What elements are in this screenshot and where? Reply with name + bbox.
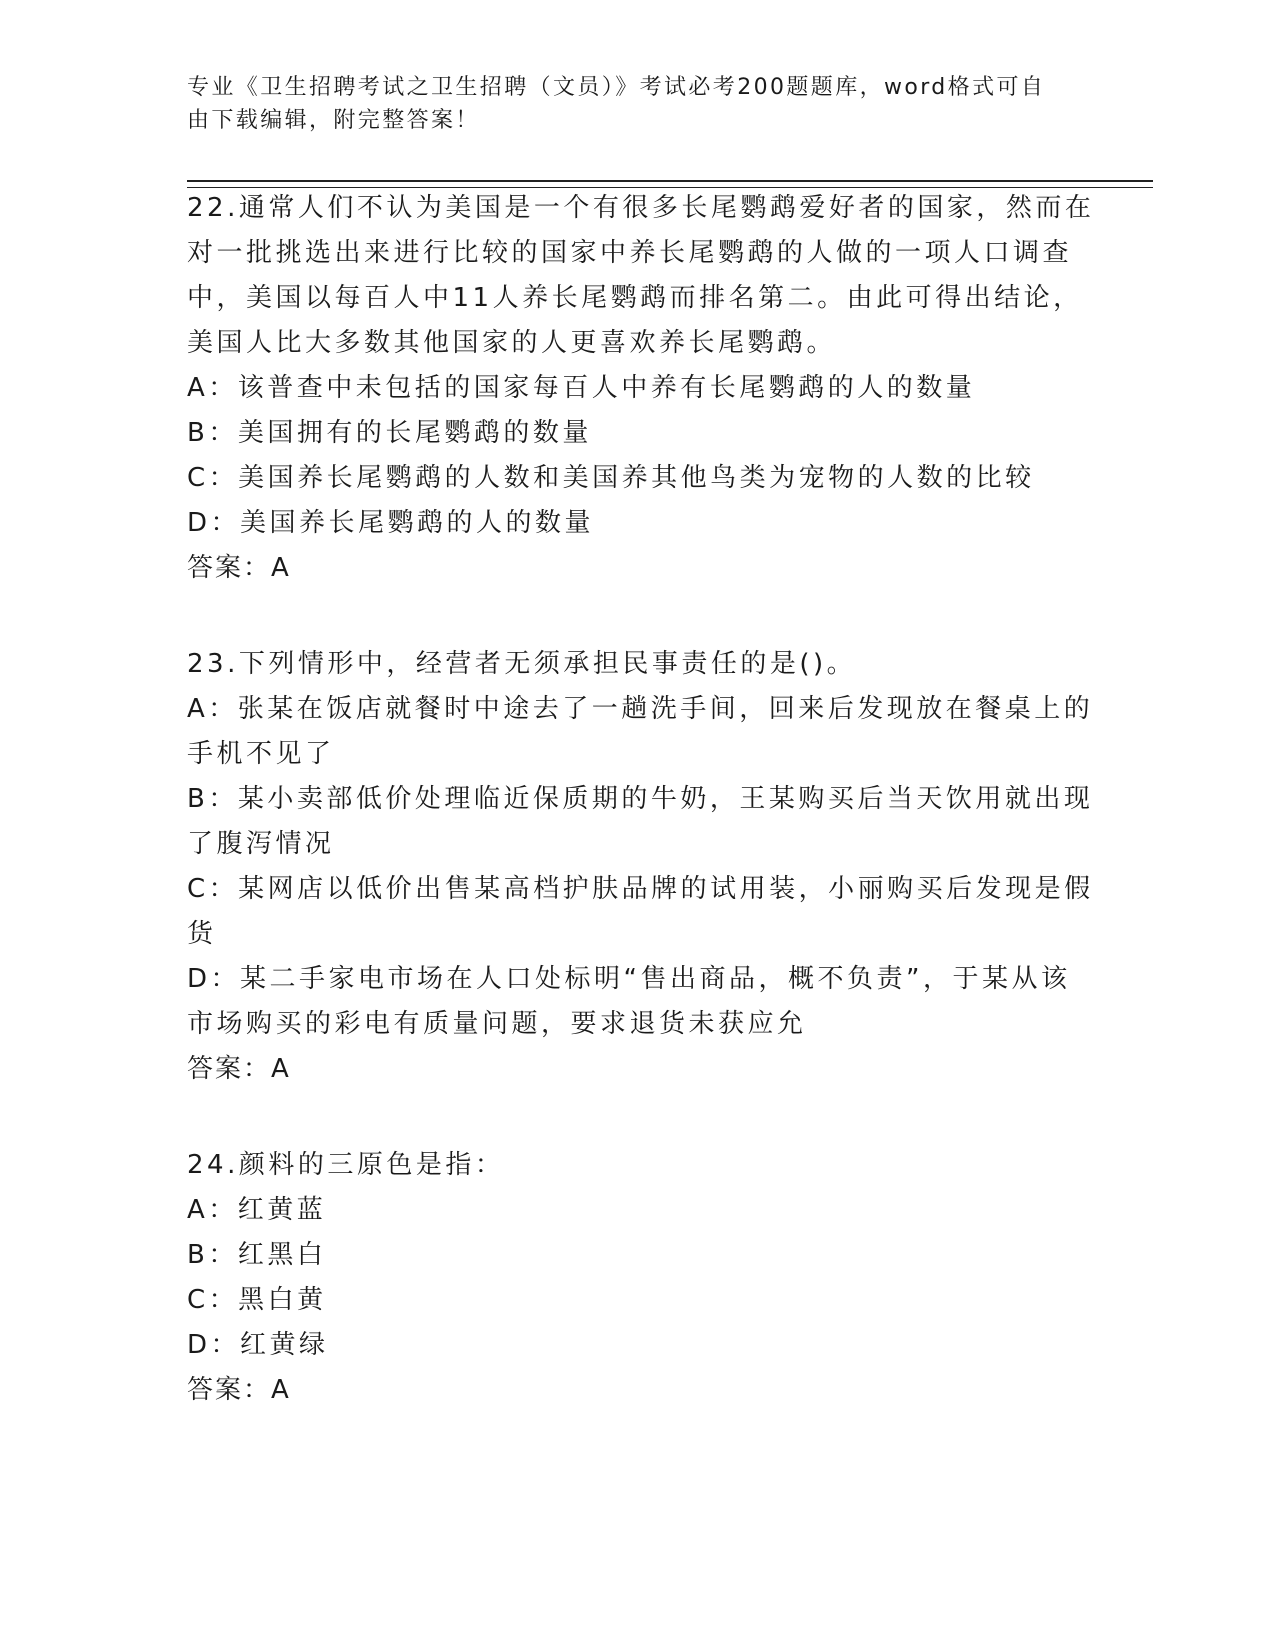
option-b-continued: 了腹泻情况	[187, 829, 335, 859]
question-stem-line: 24.颜料的三原色是指：	[187, 1150, 505, 1180]
question-22	[187, 186, 1095, 591]
option-a: A：红黄蓝	[187, 1195, 327, 1225]
option-b: B：红黑白	[187, 1240, 327, 1270]
option-b: B：某小卖部低价处理临近保质期的牛奶，王某购买后当天饮用就出现	[187, 784, 1094, 814]
question-24	[187, 1143, 1067, 1413]
question-stem-line: 23.下列情形中，经营者无须承担民事责任的是()。	[187, 649, 857, 679]
option-c-continued: 货	[187, 919, 217, 949]
option-b: B：美国拥有的长尾鹦鹉的数量	[187, 418, 592, 448]
option-a: A：该普查中未包括的国家每百人中养有长尾鹦鹉的人的数量	[187, 373, 976, 403]
option-a-continued: 手机不见了	[187, 739, 335, 769]
header-line-1: 专业《卫生招聘考试之卫生招聘（文员）》考试必考200题题库，word格式可自	[187, 75, 1046, 100]
question-stem-line: 对一批挑选出来进行比较的国家中养长尾鹦鹉的人做的一项人口调查	[187, 238, 1073, 268]
header-line-2: 由下载编辑，附完整答案！	[187, 108, 480, 133]
option-d: D：红黄绿	[187, 1330, 329, 1360]
option-c: C：黑白黄	[187, 1285, 327, 1315]
answer-line: 答案：A	[187, 1375, 291, 1405]
option-d: D：美国养长尾鹦鹉的人的数量	[187, 508, 595, 538]
question-23	[187, 642, 1094, 1092]
question-stem-line: 22.通常人们不认为美国是一个有很多长尾鹦鹉爱好者的国家，然而在	[187, 193, 1095, 223]
question-stem-line: 美国人比大多数其他国家的人更喜欢养长尾鹦鹉。	[187, 328, 837, 358]
answer-line: 答案：A	[187, 553, 291, 583]
option-d-continued: 市场购买的彩电有质量问题，要求退货未获应允	[187, 1009, 807, 1039]
option-a: A：张某在饭店就餐时中途去了一趟洗手间，回来后发现放在餐桌上的	[187, 694, 1094, 724]
option-c: C：美国养长尾鹦鹉的人数和美国养其他鸟类为宠物的人数的比较	[187, 463, 1035, 493]
question-stem-line: 中，美国以每百人中11人养长尾鹦鹉而排名第二。由此可得出结论，	[187, 283, 1083, 313]
answer-line: 答案：A	[187, 1054, 291, 1084]
option-c: C：某网店以低价出售某高档护肤品牌的试用装，小丽购买后发现是假	[187, 874, 1094, 904]
header-rule-thick	[187, 180, 1153, 182]
document-header	[187, 71, 1067, 137]
option-d: D：某二手家电市场在人口处标明“售出商品，概不负责”，于某从该	[187, 964, 1071, 994]
